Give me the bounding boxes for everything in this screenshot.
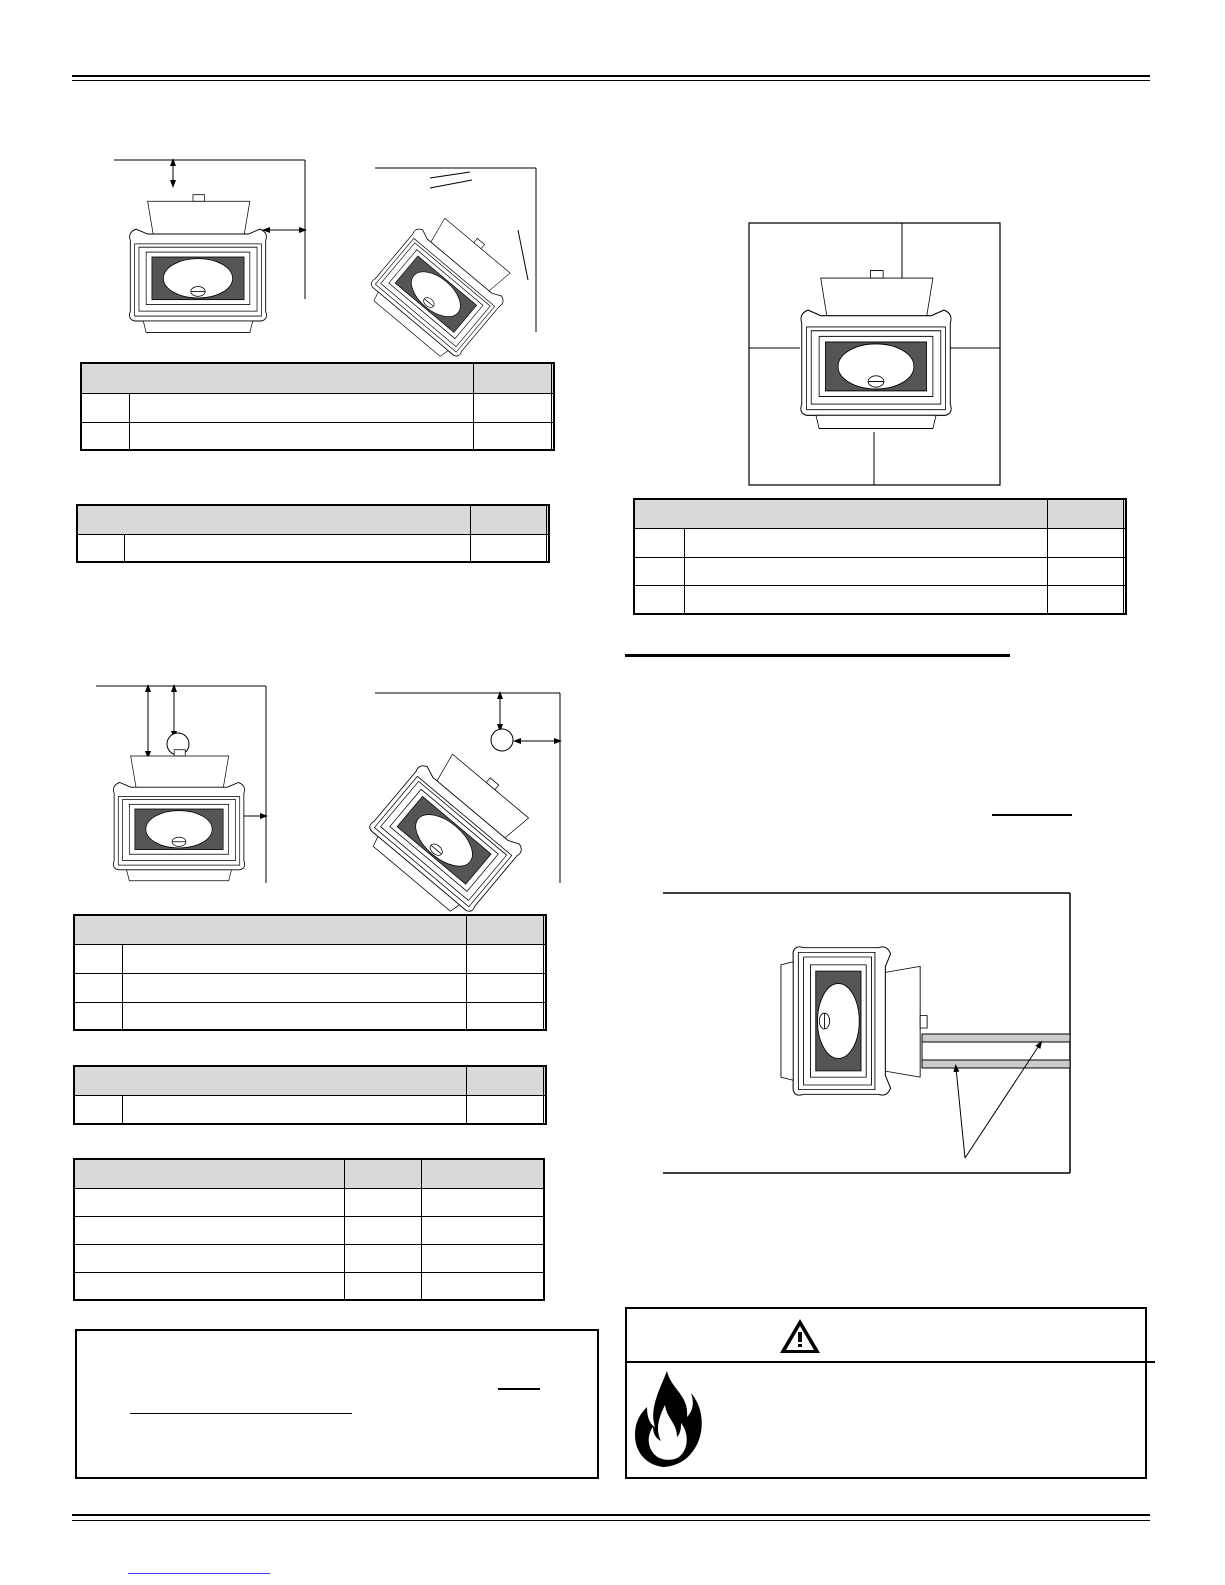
note-underline-1: [498, 1388, 540, 1390]
stove-alcove-diagram: [748, 222, 1003, 487]
stove-clearance-diagram: [112, 155, 312, 335]
clearance-table-3: [73, 914, 547, 1031]
footer-rule-bottom: [72, 1520, 1150, 1521]
warning-triangle-icon: [778, 1317, 822, 1355]
warning-header-divider: [627, 1361, 1155, 1363]
emphasis-underline: [992, 814, 1072, 816]
clearance-table-6: [633, 498, 1127, 615]
note-box: [75, 1329, 599, 1479]
footer-rule-top: [72, 1514, 1150, 1516]
stove-clearance-diagram-2: [94, 683, 269, 883]
section-heading-underline: [625, 654, 1010, 657]
note-underline-2: [130, 1413, 352, 1414]
clearance-table-1: [80, 362, 555, 451]
footer-link[interactable]: [128, 1573, 270, 1574]
warning-box: [625, 1307, 1147, 1479]
wall-shield-diagram: [660, 890, 1075, 1180]
header-rule-top: [72, 75, 1150, 77]
clearance-table-4: [73, 1065, 547, 1125]
flame-icon: [631, 1369, 705, 1469]
header-rule-bottom: [72, 80, 1150, 81]
stove-corner-diagram-2: [372, 690, 562, 885]
clearance-table-5: [73, 1158, 545, 1301]
stove-corner-diagram: [370, 160, 545, 335]
clearance-table-2: [76, 504, 550, 563]
